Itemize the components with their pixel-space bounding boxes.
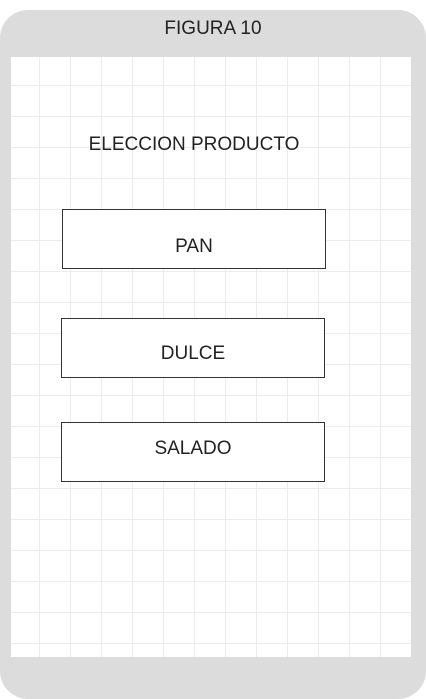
option-pan-button[interactable]	[62, 209, 326, 269]
option-dulce-button[interactable]	[61, 318, 325, 378]
screen-heading: ELECCION PRODUCTO	[88, 134, 300, 155]
option-pan-label: PAN	[175, 236, 213, 257]
figure-title: FIGURA 10	[164, 18, 262, 39]
option-dulce-label: DULCE	[160, 343, 226, 364]
option-salado-label: SALADO	[154, 438, 232, 459]
option-salado-button[interactable]	[61, 422, 325, 482]
